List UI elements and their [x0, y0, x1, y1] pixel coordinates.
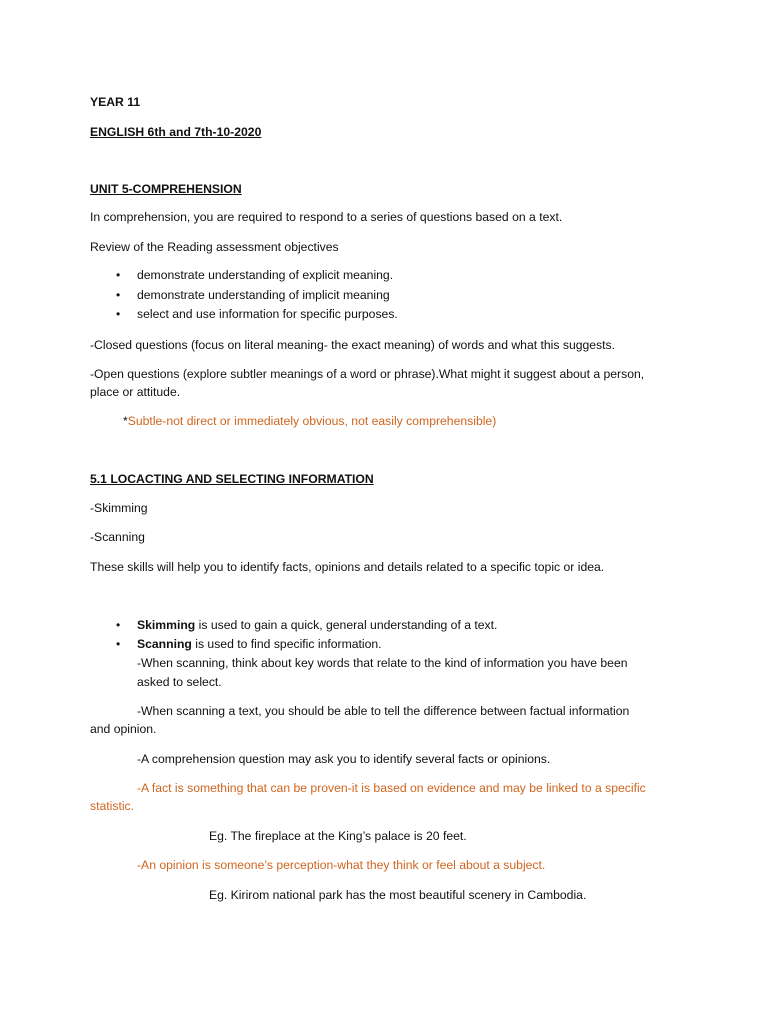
skills-paragraph: These skills will help you to identify facts, opinions and details related to a specific topic or idea.: [90, 560, 605, 574]
asterisk: *: [123, 414, 128, 428]
unit-heading: UNIT 5-COMPREHENSION: [90, 182, 242, 196]
factual-line-1: -When scanning a text, you should be able to tell the difference between factual information: [137, 704, 630, 718]
scanning-line: -Scanning: [90, 530, 145, 544]
year-heading: YEAR 11: [90, 95, 141, 109]
open-questions-line-2: place or attitude.: [90, 385, 181, 399]
closed-questions-paragraph: -Closed questions (focus on literal meaning- the exact meaning) of words and what this suggests.: [90, 338, 616, 352]
review-paragraph: Review of the Reading assessment objectives: [90, 240, 339, 254]
scanning-tip-line-2: asked to select.: [137, 675, 222, 689]
definition-scanning: is used to find specific information.: [191, 637, 382, 651]
fact-definition-line-1: -A fact is something that can be proven-it is based on evidence and may be linked to a specific: [137, 781, 646, 795]
bullet-icon: •: [116, 618, 121, 632]
bullet-icon: •: [116, 288, 121, 302]
list-item: demonstrate understanding of explicit meaning.: [137, 268, 394, 282]
list-item: demonstrate understanding of implicit meaning: [137, 288, 390, 302]
scanning-tip-line-1: -When scanning, think about key words that relate to the kind of information you have been: [137, 656, 628, 670]
term-skimming: Skimming: [137, 618, 196, 632]
list-item: select and use information for specific purposes.: [137, 307, 398, 321]
fact-definition-line-2: statistic.: [90, 799, 135, 813]
fact-example: Eg. The fireplace at the King’s palace is 20 feet.: [209, 829, 467, 843]
bullet-icon: •: [116, 268, 121, 282]
list-item: [137, 618, 497, 633]
intro-paragraph: In comprehension, you are required to respond to a series of questions based on a text.: [90, 210, 563, 224]
skimming-line: -Skimming: [90, 501, 148, 515]
term-scanning: Scanning: [137, 637, 192, 651]
subtle-note: [123, 414, 496, 429]
definition-skimming: is used to gain a quick, general understanding of a text.: [195, 618, 498, 632]
factual-line-2: and opinion.: [90, 722, 157, 736]
open-questions-line-1: -Open questions (explore subtler meanings of a word or phrase).What might it suggest about a person,: [90, 367, 645, 381]
subtle-definition: Subtle-not direct or immediately obvious, not easily comprehensible): [127, 414, 497, 428]
opinion-definition: -An opinion is someone’s perception-what they think or feel about a subject.: [137, 858, 546, 872]
bullet-icon: •: [116, 637, 121, 651]
opinion-example: Eg. Kirirom national park has the most beautiful scenery in Cambodia.: [209, 888, 587, 902]
section-heading: 5.1 LOCACTING AND SELECTING INFORMATION: [90, 472, 374, 486]
subject-date-heading: ENGLISH 6th and 7th-10-2020: [90, 125, 262, 139]
bullet-icon: •: [116, 307, 121, 321]
list-item: [137, 637, 382, 652]
comprehension-question-paragraph: -A comprehension question may ask you to identify several facts or opinions.: [137, 752, 551, 766]
